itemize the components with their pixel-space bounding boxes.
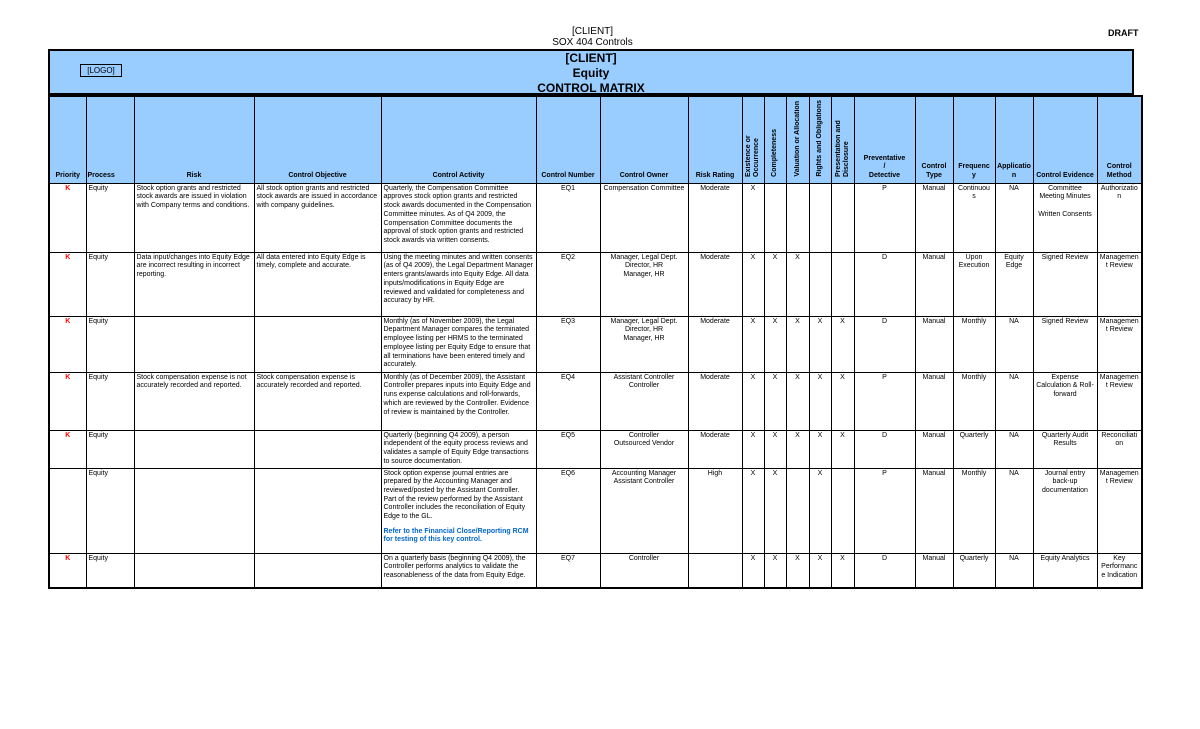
cell-app: NA <box>995 553 1033 588</box>
cell-activity <box>381 316 536 372</box>
cell-activity-text: Stock option expense journal entries are prepared by the Accounting Manager and reviewed/posted by the Assistant Controller. Part of the review performed by the Assistant Controller includes the reconciliation of Equity Edge to the GL. <box>383 469 526 521</box>
cell-process: Equity <box>86 316 134 372</box>
table-row <box>49 183 1142 252</box>
cell-activity-text: Monthly (as of November 2009), the Legal Department Manager compares the terminated employee listing per HRMS to the terminated employee listing per Equity Edge to ensure that all terminations have been entered timely and accurately. <box>383 317 531 369</box>
cell-activity <box>381 468 536 553</box>
cell-objective <box>254 553 381 588</box>
cell-priority: K <box>49 183 86 252</box>
col-existence-label: Existence or Occurrence <box>745 135 760 177</box>
cell-e: X <box>742 468 764 553</box>
cell-app: NA <box>995 468 1033 553</box>
cell-number: EQ6 <box>536 468 600 553</box>
col-presentation <box>831 96 854 183</box>
cell-process: Equity <box>86 183 134 252</box>
cell-risk <box>134 430 254 468</box>
table-row <box>49 553 1142 588</box>
cell-p: X <box>831 372 854 430</box>
cell-prev: D <box>854 316 915 372</box>
col-priority: Priority <box>49 96 86 183</box>
cell-objective: Stock compensation expense is accurately recorded and reported. <box>254 372 381 430</box>
cell-e: X <box>742 183 764 252</box>
cell-p: X <box>831 430 854 468</box>
cell-evidence: Journal entry back-up documentation <box>1033 468 1097 553</box>
cell-objective: All stock option grants and restricted stock awards are issued in accordance with company guidelines. <box>254 183 381 252</box>
cell-activity-text: Monthly (as of December 2009), the Assistant Controller prepares inputs into Equity Edge and runs expense calculations and roll-forwards, which are reviewed by the Controller. Evidence of review is maintained by the Controller. <box>383 373 531 416</box>
cell-v <box>786 183 809 252</box>
cell-type: Manual <box>915 252 953 316</box>
logo-placeholder: [LOGO] <box>80 64 122 77</box>
col-valuation-label: Valuation or Allocation <box>793 101 801 177</box>
cell-number: EQ5 <box>536 430 600 468</box>
cell-e: X <box>742 553 764 588</box>
cell-freq: Monthly <box>953 468 995 553</box>
col-rights-label: Rights and Obligations <box>816 100 823 177</box>
cell-v <box>786 468 809 553</box>
cell-number: EQ4 <box>536 372 600 430</box>
cell-activity <box>381 183 536 252</box>
cell-evidence: Quarterly Audit Results <box>1033 430 1097 468</box>
col-control-objective: Control Objective <box>254 96 381 183</box>
cell-app: NA <box>995 316 1033 372</box>
cell-rating: Moderate <box>688 316 742 372</box>
cell-v: X <box>786 553 809 588</box>
table-row <box>49 468 1142 553</box>
cell-prev: P <box>854 468 915 553</box>
col-preventative-detective: Preventative / Detective <box>854 96 915 183</box>
cell-number: EQ7 <box>536 553 600 588</box>
cell-owner: Compensation Committee <box>600 183 688 252</box>
cell-priority: K <box>49 252 86 316</box>
cell-objective: All data entered into Equity Edge is timely, complete and accurate. <box>254 252 381 316</box>
cell-priority: K <box>49 372 86 430</box>
cell-type: Manual <box>915 430 953 468</box>
col-application: Application <box>995 96 1033 183</box>
cell-evidence: Signed Review <box>1033 316 1097 372</box>
cell-e: X <box>742 316 764 372</box>
cell-owner: Accounting Manager Assistant Controller <box>600 468 688 553</box>
cell-e: X <box>742 430 764 468</box>
cell-rating: Moderate <box>688 183 742 252</box>
table-row <box>49 372 1142 430</box>
cell-c: X <box>764 468 786 553</box>
col-rights <box>809 96 831 183</box>
col-control-evidence: Control Evidence <box>1033 96 1097 183</box>
cell-process: Equity <box>86 553 134 588</box>
col-valuation <box>786 96 809 183</box>
cell-objective <box>254 430 381 468</box>
table-row <box>49 316 1142 372</box>
cell-rating: Moderate <box>688 430 742 468</box>
cell-app: NA <box>995 372 1033 430</box>
col-completeness <box>764 96 786 183</box>
cell-objective <box>254 316 381 372</box>
cell-v: X <box>786 372 809 430</box>
cell-activity-text: Quarterly (beginning Q4 2009), a person independent of the equity process reviews and validates a sample of Equity Edge transactions to source documentation. <box>383 431 529 465</box>
cell-method: Management Review <box>1097 468 1142 553</box>
cell-c: X <box>764 316 786 372</box>
cell-priority <box>49 468 86 553</box>
cell-freq: Upon Execution <box>953 252 995 316</box>
cell-activity-text: On a quarterly basis (beginning Q4 2009), the Controller performs analytics to validate the reasonableness of the data from Equity Edge. <box>383 554 526 579</box>
cell-prev: P <box>854 183 915 252</box>
cell-c: X <box>764 252 786 316</box>
cell-p <box>831 252 854 316</box>
cell-process: Equity <box>86 372 134 430</box>
cell-number: EQ1 <box>536 183 600 252</box>
cell-e: X <box>742 252 764 316</box>
cell-risk: Data input/changes into Equity Edge are incorrect resulting in incorrect reporting. <box>134 252 254 316</box>
banner-area: Equity <box>572 66 610 80</box>
cell-owner: Controller Outsourced Vendor <box>600 430 688 468</box>
cell-evidence: Expense Calculation & Roll-forward <box>1033 372 1097 430</box>
control-matrix-table <box>48 95 1143 589</box>
cell-activity <box>381 252 536 316</box>
cell-method: Management Review <box>1097 316 1142 372</box>
table-row <box>49 430 1142 468</box>
cell-rating: Moderate <box>688 252 742 316</box>
cell-prev: D <box>854 553 915 588</box>
cell-rating: High <box>688 468 742 553</box>
cell-number: EQ3 <box>536 316 600 372</box>
cell-r: X <box>809 553 831 588</box>
cell-r: X <box>809 316 831 372</box>
col-control-number: Control Number <box>536 96 600 183</box>
cell-process: Equity <box>86 468 134 553</box>
cell-owner: Assistant Controller Controller <box>600 372 688 430</box>
cell-c: X <box>764 372 786 430</box>
cell-owner: Manager, Legal Dept. Director, HR Manager, HR <box>600 316 688 372</box>
col-frequency: Frequenc y <box>953 96 995 183</box>
col-risk: Risk <box>134 96 254 183</box>
col-control-method: Control Method <box>1097 96 1142 183</box>
cell-r: X <box>809 430 831 468</box>
banner-title: CONTROL MATRIX <box>537 81 645 95</box>
cell-rating: Moderate <box>688 372 742 430</box>
cell-process: Equity <box>86 430 134 468</box>
cell-v: X <box>786 430 809 468</box>
col-presentation-label: Presentation and Disclosure <box>834 120 850 177</box>
cell-owner: Controller <box>600 553 688 588</box>
cell-e: X <box>742 372 764 430</box>
cell-type: Manual <box>915 316 953 372</box>
cell-risk <box>134 553 254 588</box>
cell-type: Manual <box>915 468 953 553</box>
cell-activity-text: Using the meeting minutes and written consents (as of Q4 2009), the Legal Department Manager enters grants/awards into Equity Edge. All data inputs/modifications in Equity Edge are reviewed and validated for completeness and accuracy by HR. <box>383 253 533 305</box>
cell-r <box>809 252 831 316</box>
table-row <box>49 252 1142 316</box>
cell-freq: Quarterly <box>953 553 995 588</box>
cell-freq: Continuou s <box>953 183 995 252</box>
draft-label: DRAFT <box>1108 28 1139 38</box>
cell-p: X <box>831 553 854 588</box>
cell-type: Manual <box>915 553 953 588</box>
cell-c: X <box>764 430 786 468</box>
cell-risk <box>134 316 254 372</box>
cell-process: Equity <box>86 252 134 316</box>
cell-priority: K <box>49 430 86 468</box>
col-control-type: Control Type <box>915 96 953 183</box>
col-control-owner: Control Owner <box>600 96 688 183</box>
cell-v: X <box>786 316 809 372</box>
cell-freq: Monthly <box>953 372 995 430</box>
cell-evidence: Equity Analytics <box>1033 553 1097 588</box>
cell-risk: Stock compensation expense is not accurately recorded and reported. <box>134 372 254 430</box>
cell-app: NA <box>995 183 1033 252</box>
cell-priority: K <box>49 316 86 372</box>
cell-priority: K <box>49 553 86 588</box>
banner-client: [CLIENT] <box>565 51 617 65</box>
cell-r: X <box>809 372 831 430</box>
cell-activity-note: Refer to the Financial Close/Reporting RCM for testing of this key control. <box>383 527 529 544</box>
cell-c: X <box>764 553 786 588</box>
cell-freq: Quarterly <box>953 430 995 468</box>
cell-prev: D <box>854 430 915 468</box>
cell-p <box>831 468 854 553</box>
cell-p <box>831 183 854 252</box>
cell-method: Reconciliation <box>1097 430 1142 468</box>
col-existence <box>742 96 764 183</box>
cell-number: EQ2 <box>536 252 600 316</box>
cell-app: Equity Edge <box>995 252 1033 316</box>
col-control-activity: Control Activity <box>381 96 536 183</box>
cell-type: Manual <box>915 372 953 430</box>
cell-evidence: Signed Review <box>1033 252 1097 316</box>
col-risk-rating: Risk Rating <box>688 96 742 183</box>
cell-evidence: Committee Meeting Minutes Written Consents <box>1033 183 1097 252</box>
cell-v: X <box>786 252 809 316</box>
cell-method: Management Review <box>1097 372 1142 430</box>
cell-app: NA <box>995 430 1033 468</box>
cell-r <box>809 183 831 252</box>
cell-risk: Stock option grants and restricted stock awards are issued in violation with Company terms and conditions. <box>134 183 254 252</box>
cell-p: X <box>831 316 854 372</box>
cell-risk <box>134 468 254 553</box>
cell-activity <box>381 372 536 430</box>
cell-objective <box>254 468 381 553</box>
cell-rating <box>688 553 742 588</box>
cell-type: Manual <box>915 183 953 252</box>
cell-method: Management Review <box>1097 252 1142 316</box>
header-subtitle: SOX 404 Controls <box>552 37 633 48</box>
cell-method: Authorization <box>1097 183 1142 252</box>
cell-c <box>764 183 786 252</box>
cell-r: X <box>809 468 831 553</box>
cell-activity <box>381 553 536 588</box>
cell-owner: Manager, Legal Dept. Director, HR Manager, HR <box>600 252 688 316</box>
cell-freq: Monthly <box>953 316 995 372</box>
table-header-row <box>49 96 1142 183</box>
cell-activity-text: Quarterly, the Compensation Committee approves stock option grants and restricted stock awards documented in the Compensation Committee minutes. As of Q4 2009, the Compensation Committee documents the approval of stock option grants and restricted stock awards via written consents. <box>383 184 531 244</box>
col-completeness-label: Completeness <box>771 129 778 177</box>
header-client: [CLIENT] <box>571 26 614 37</box>
cell-prev: D <box>854 252 915 316</box>
cell-prev: P <box>854 372 915 430</box>
cell-activity <box>381 430 536 468</box>
col-process: Process <box>86 96 134 183</box>
cell-method: Key Performance Indication <box>1097 553 1142 588</box>
